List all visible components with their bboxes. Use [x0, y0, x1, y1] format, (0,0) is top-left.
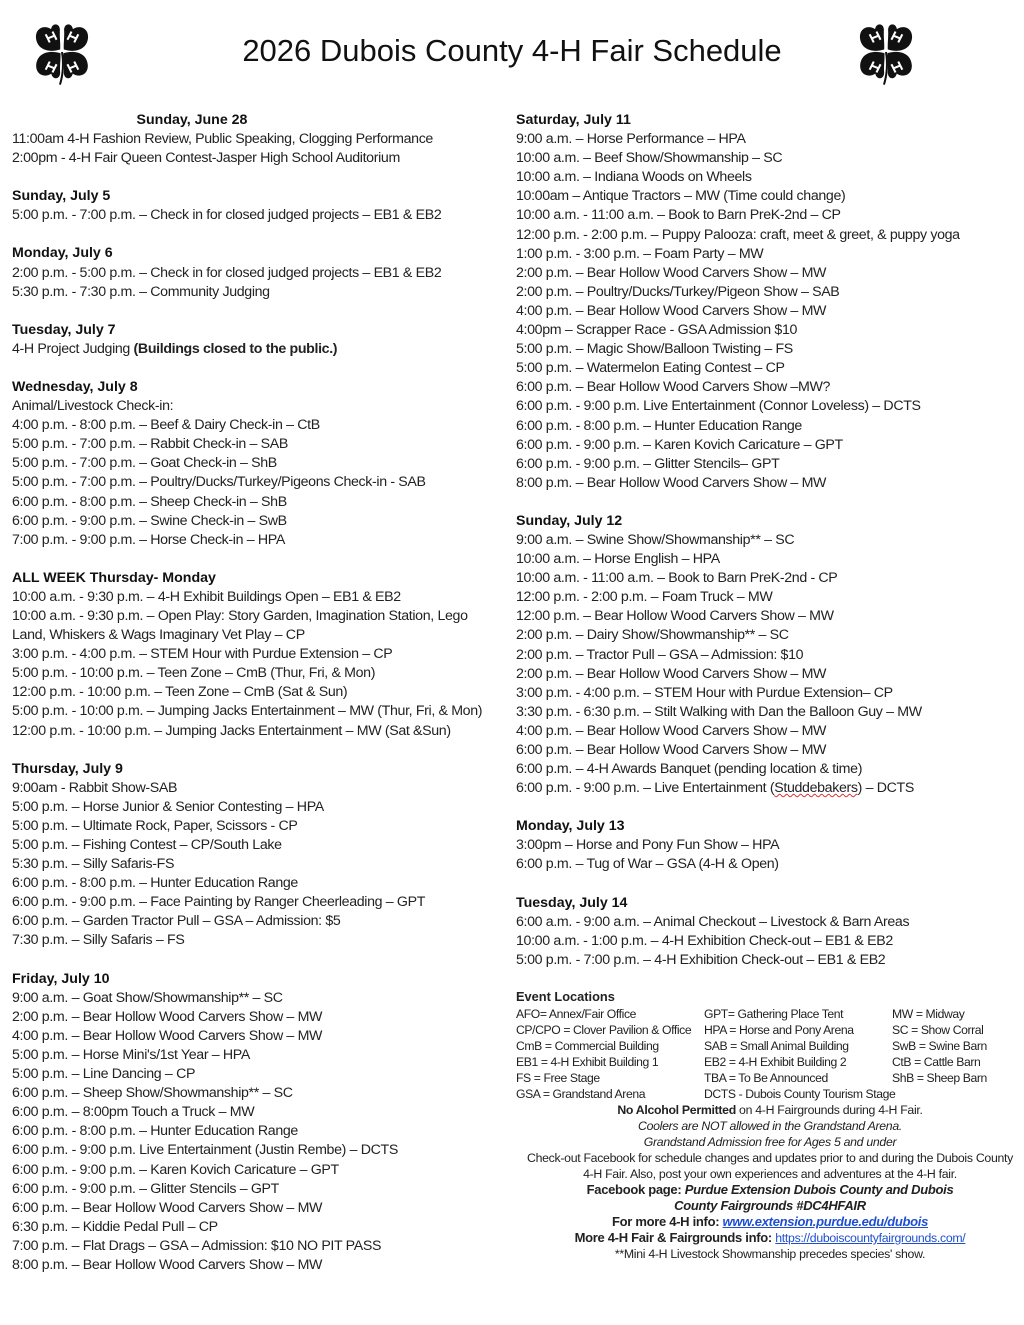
event-item: 5:00 p.m. – Horse Junior & Senior Contesting – HPA	[12, 798, 324, 815]
event-item: 6:00 p.m. - 9:00 p.m. – Live Entertainment (Studdebakers) – DCTS	[516, 780, 914, 797]
event-item: 7:30 p.m. – Silly Safaris – FS	[12, 932, 185, 949]
event-item: 12:00 p.m. - 10:00 p.m. – Jumping Jacks Entertainment – MW (Sat &Sun)	[12, 722, 451, 739]
event-item: 2:00 p.m. - 5:00 p.m. – Check in for closed judged projects – EB1 & EB2	[12, 264, 442, 281]
day-heading: Tuesday, July 7	[12, 321, 116, 338]
page-title: 2026 Dubois County 4-H Fair Schedule	[242, 33, 782, 68]
event-item: 5:00 p.m. - 7:00 p.m. – Poultry/Ducks/Turkey/Pigeons Check-in - SAB	[12, 474, 426, 491]
day-heading: Sunday, July 5	[12, 188, 111, 205]
event-item: 6:00 p.m. - 9:00 p.m. – Karen Kovich Caricature – GPT	[12, 1161, 339, 1178]
day-section	[12, 970, 502, 1276]
event-item: 6:00 p.m. - 8:00 p.m. – Hunter Education Range	[12, 1123, 298, 1140]
event-item: 1:00 p.m. - 3:00 p.m. – Foam Party – MW	[516, 245, 764, 262]
event-item: 8:00 p.m. – Bear Hollow Wood Carvers Show – MW	[12, 1256, 323, 1273]
event-item: 4:00 p.m. - 8:00 p.m. – Beef & Dairy Check-in – CtB	[12, 417, 320, 434]
event-item: 10:00 a.m. – Indiana Woods on Wheels	[516, 169, 752, 186]
event-item: 4:00 p.m. – Bear Hollow Wood Carvers Show – MW	[516, 722, 827, 739]
event-item: 6:00 p.m. – Tug of War – GSA (4-H & Open)	[516, 856, 779, 873]
event-item: 6:00 p.m. - 8:00 p.m. – Hunter Education Range	[12, 875, 298, 892]
event-item: Animal/Livestock Check-in:	[12, 398, 174, 415]
event-item: 8:00 p.m. – Bear Hollow Wood Carvers Show – MW	[516, 474, 827, 491]
event-item: 9:00 a.m. – Swine Show/Showmanship** – SC	[516, 531, 795, 548]
event-item: 6:00 p.m. – Garden Tractor Pull – GSA – Admission: $5	[12, 913, 341, 930]
day-heading: Monday, July 6	[12, 245, 113, 262]
day-heading: Monday, July 13	[516, 818, 625, 835]
grandstand-note: Grandstand Admission free for Ages 5 and under	[643, 1135, 897, 1149]
event-item: 5:00 p.m. – Magic Show/Balloon Twisting – FS	[516, 341, 793, 358]
event-item: 2:00 p.m. – Bear Hollow Wood Carvers Show – MW	[516, 264, 827, 281]
event-item: 6:00 p.m. – Bear Hollow Wood Carvers Show –MW?	[516, 379, 831, 396]
event-item: 12:00 p.m. - 10:00 p.m. – Teen Zone – CmB (Sat & Sun)	[12, 684, 348, 701]
facebook-text: Check-out Facebook for schedule changes and updates prior to and during the Dubois County 4-H Fair. Also, post your own experiences and adventures at the 4-H fair.	[527, 1151, 1013, 1181]
event-item: 6:00 p.m. - 9:00 p.m. – Glitter Stencils– GPT	[516, 455, 780, 472]
event-item: 5:00 p.m. – Horse Mini's/1st Year – HPA	[12, 1046, 250, 1063]
event-item: 10:00 a.m. - 11:00 a.m. – Book to Barn PreK-2nd – CP	[516, 207, 841, 224]
event-item: 7:00 p.m. - 9:00 p.m. – Horse Check-in – HPA	[12, 531, 285, 548]
event-item: 5:00 p.m. – Ultimate Rock, Paper, Scissors - CP	[12, 817, 298, 834]
event-item: 2:00 p.m. – Dairy Show/Showmanship** – SC	[516, 627, 789, 644]
event-item: Land, Whiskers & Wags Imaginary Vet Play – CP	[12, 627, 305, 644]
location-entry: MW = Midway	[892, 1007, 965, 1022]
location-entry: SwB = Swine Barn	[892, 1039, 987, 1054]
day-section	[12, 321, 502, 359]
event-item: 10:00 a.m. – Beef Show/Showmanship – SC	[516, 150, 783, 167]
event-item: 7:00 p.m. – Flat Drags – GSA – Admission: $10 NO PIT PASS	[12, 1237, 382, 1254]
day-section	[12, 187, 502, 225]
event-item: 6:00 p.m. - 8:00 p.m. – Hunter Education Range	[516, 417, 802, 434]
event-item: 9:00 a.m. – Goat Show/Showmanship** – SC	[12, 989, 283, 1006]
day-heading: Wednesday, July 8	[12, 378, 138, 395]
event-item: 5:00 p.m. – Fishing Contest – CP/South Lake	[12, 837, 282, 853]
event-item: 5:00 p.m. - 10:00 p.m. – Teen Zone – CmB (Thur, Fri, & Mon)	[12, 665, 376, 682]
event-item: 6:00 p.m. - 9:00 p.m. Live Entertainment (Connor Loveless) – DCTS	[516, 398, 921, 415]
event-item: 12:00 p.m. - 2:00 p.m. – Puppy Palooza: craft, meet & greet, & puppy yoga	[516, 226, 960, 243]
extension-link[interactable]: www.extension.purdue.edu/dubois	[722, 1214, 929, 1229]
day-section	[12, 760, 502, 951]
event-item: 11:00am 4-H Fashion Review, Public Speaking, Clogging Performance	[12, 131, 433, 148]
event-item: 6:00 p.m. - 9:00 p.m. – Karen Kovich Caricature – GPT	[516, 436, 843, 453]
4h-clover-icon	[852, 18, 920, 86]
day-heading: Tuesday, July 14	[516, 894, 628, 911]
event-item: 2:00 p.m. – Bear Hollow Wood Carvers Show – MW	[516, 665, 827, 682]
event-item: 5:00 p.m. - 7:00 p.m. – Goat Check-in – ShB	[12, 455, 277, 472]
schedule-left-column	[12, 111, 502, 1294]
event-item: 5:30 p.m. – Silly Safaris-FS	[12, 856, 175, 873]
event-item: 3:00pm – Horse and Pony Fun Show – HPA	[516, 837, 780, 854]
event-item: 10:00 a.m. - 11:00 a.m. – Book to Barn PreK-2nd - CP	[516, 570, 838, 587]
location-entry: EB1 = 4-H Exhibit Building 1	[516, 1055, 659, 1070]
fairgrounds-link[interactable]: https://duboiscountyfairgrounds.com/	[775, 1231, 966, 1245]
event-item: 10:00 a.m. - 9:30 p.m. – 4-H Exhibit Buildings Open – EB1 & EB2	[12, 588, 401, 605]
location-entry: AFO= Annex/Fair Office	[516, 1007, 637, 1022]
event-locations-title: Event Locations	[516, 988, 615, 1004]
showmanship-footnote: **Mini 4-H Livestock Showmanship precedes species' show.	[614, 1247, 926, 1261]
location-entry: SC = Show Corral	[892, 1023, 984, 1038]
location-entry	[892, 1086, 1012, 1102]
event-item: 9:00am - Rabbit Show-SAB	[12, 779, 178, 796]
day-section	[516, 512, 1006, 798]
fair-notes	[520, 1102, 1020, 1262]
event-item: 6:30 p.m. – Kiddie Pedal Pull – CP	[12, 1218, 218, 1235]
event-item: 6:00 p.m. - 9:00 p.m. Live Entertainment (Justin Rembe) – DCTS	[12, 1142, 398, 1159]
location-entry: HPA = Horse and Pony Arena	[704, 1023, 854, 1038]
event-item: 12:00 p.m. - 2:00 p.m. – Foam Truck – MW	[516, 589, 773, 606]
event-item: 10:00 a.m. - 9:30 p.m. – Open Play: Story Garden, Imagination Station, Lego	[12, 607, 468, 624]
event-item: 9:00 a.m. – Horse Performance – HPA	[516, 131, 746, 148]
event-item: 5:00 p.m. – Watermelon Eating Contest – CP	[516, 360, 785, 377]
fairgrounds-info: More 4-H Fair & Fairgrounds info: https://duboiscountyfairgrounds.com/	[574, 1230, 966, 1245]
day-heading: Friday, July 10	[12, 970, 110, 987]
event-item: 6:00 p.m. - 8:00 p.m. – Sheep Check-in – ShB	[12, 493, 287, 510]
event-item: 6:00 p.m. – 4-H Awards Banquet (pending location & time)	[516, 761, 863, 778]
event-item: 3:00 p.m. - 4:00 p.m. – STEM Hour with Purdue Extension – CP	[12, 646, 393, 663]
event-item: 5:00 p.m. - 7:00 p.m. – Check in for closed judged projects – EB1 & EB2	[12, 207, 442, 224]
location-entry: GSA = Grandstand Arena	[516, 1087, 646, 1102]
event-item: 10:00 a.m. – Horse English – HPA	[516, 551, 720, 568]
event-item: 2:00 p.m. – Poultry/Ducks/Turkey/Pigeon Show – SAB	[516, 283, 840, 300]
event-item: 5:00 p.m. - 7:00 p.m. – Rabbit Check-in – SAB	[12, 436, 289, 453]
day-heading: Sunday, June 28	[136, 112, 248, 128]
event-item: 5:00 p.m. – Line Dancing – CP	[12, 1066, 196, 1083]
event-item: 5:30 p.m. - 7:30 p.m. – Community Judging	[12, 283, 270, 300]
event-item: 4:00pm – Scrapper Race - GSA Admission $10	[516, 322, 798, 339]
day-heading: ALL WEEK Thursday- Monday	[12, 569, 216, 586]
day-section	[12, 111, 502, 168]
coolers-note: Coolers are NOT allowed in the Grandstand Arena.	[637, 1119, 903, 1133]
day-section	[516, 817, 1006, 874]
event-item: 6:00 p.m. - 9:00 p.m. – Glitter Stencils – GPT	[12, 1180, 279, 1197]
event-item: 6:00 p.m. – Bear Hollow Wood Carvers Show – MW	[516, 742, 827, 758]
location-entry: DCTS - Dubois County Tourism Stage	[704, 1087, 896, 1102]
event-item: 6:00 p.m. – 8:00pm Touch a Truck – MW	[12, 1104, 255, 1121]
location-entry: SAB = Small Animal Building	[704, 1039, 849, 1054]
locations-legend	[516, 1006, 1006, 1102]
location-entry: GPT= Gathering Place Tent	[704, 1007, 844, 1022]
event-item: 4-H Project Judging (Buildings closed to the public.)	[12, 340, 338, 357]
day-section	[12, 569, 502, 741]
location-entry: ShB = Sheep Barn	[892, 1071, 987, 1086]
facebook-page: Facebook page: Purdue Extension Dubois County and Dubois County Fairgrounds #DC4HFAIR	[586, 1182, 954, 1213]
event-item: 6:00 p.m. - 9:00 p.m. – Swine Check-in – SwB	[12, 512, 287, 529]
event-item: 6:00 p.m. – Sheep Show/Showmanship** – SC	[12, 1085, 293, 1102]
location-entry: CmB = Commercial Building	[516, 1039, 659, 1054]
location-entry: CP/CPO = Clover Pavilion & Office	[516, 1023, 692, 1038]
event-item: 2:00pm - 4-H Fair Queen Contest-Jasper High School Auditorium	[12, 150, 400, 167]
event-item: 4:00 p.m. – Bear Hollow Wood Carvers Show – MW	[516, 302, 827, 319]
day-heading: Saturday, July 11	[516, 112, 631, 128]
day-section	[12, 244, 502, 301]
event-item: 6:00 p.m. – Bear Hollow Wood Carvers Show – MW	[12, 1199, 323, 1216]
location-entry: FS = Free Stage	[516, 1071, 600, 1086]
event-item: 3:30 p.m. - 6:30 p.m. – Stilt Walking with Dan the Balloon Guy – MW	[516, 703, 922, 720]
event-item: 2:00 p.m. – Tractor Pull – GSA – Admission: $10	[516, 646, 804, 663]
event-item: 4:00 p.m. – Bear Hollow Wood Carvers Show – MW	[12, 1027, 323, 1044]
event-locations	[516, 987, 1006, 1102]
event-item: 10:00am – Antique Tractors – MW (Time could change)	[516, 188, 846, 205]
location-entry: CtB = Cattle Barn	[892, 1055, 981, 1070]
event-item: 5:00 p.m. - 10:00 p.m. – Jumping Jacks Entertainment – MW (Thur, Fri, & Mon)	[12, 703, 483, 720]
event-item: 3:00 p.m. - 4:00 p.m. – STEM Hour with Purdue Extension– CP	[516, 684, 893, 701]
extension-info: For more 4-H info: www.extension.purdue.edu/dubois	[611, 1214, 929, 1229]
event-item: 12:00 p.m. – Bear Hollow Wood Carvers Show – MW	[516, 608, 834, 625]
event-item: 5:00 p.m. - 7:00 p.m. – 4-H Exhibition Check-out – EB1 & EB2	[516, 951, 886, 968]
event-item: 6:00 a.m. - 9:00 a.m. – Animal Checkout – Livestock & Barn Areas	[516, 913, 910, 930]
location-entry: TBA = To Be Announced	[704, 1071, 828, 1086]
day-section	[12, 378, 502, 550]
day-section	[516, 894, 1006, 970]
schedule-right-column	[516, 111, 1006, 1102]
event-item: 2:00 p.m. – Bear Hollow Wood Carvers Show – MW	[12, 1008, 323, 1025]
day-heading: Thursday, July 9	[12, 760, 123, 777]
event-item: 10:00 a.m. - 1:00 p.m. – 4-H Exhibition Check-out – EB1 & EB2	[516, 932, 893, 949]
day-heading: Sunday, July 12	[516, 512, 623, 529]
day-section	[516, 111, 1006, 493]
header	[0, 0, 1024, 100]
location-entry: EB2 = 4-H Exhibit Building 2	[704, 1055, 847, 1070]
alcohol-note: No Alcohol Permitted on 4-H Fairgrounds during 4-H Fair.	[617, 1103, 923, 1117]
event-item: 6:00 p.m. - 9:00 p.m. – Face Painting by Ranger Cheerleading – GPT	[12, 894, 426, 911]
